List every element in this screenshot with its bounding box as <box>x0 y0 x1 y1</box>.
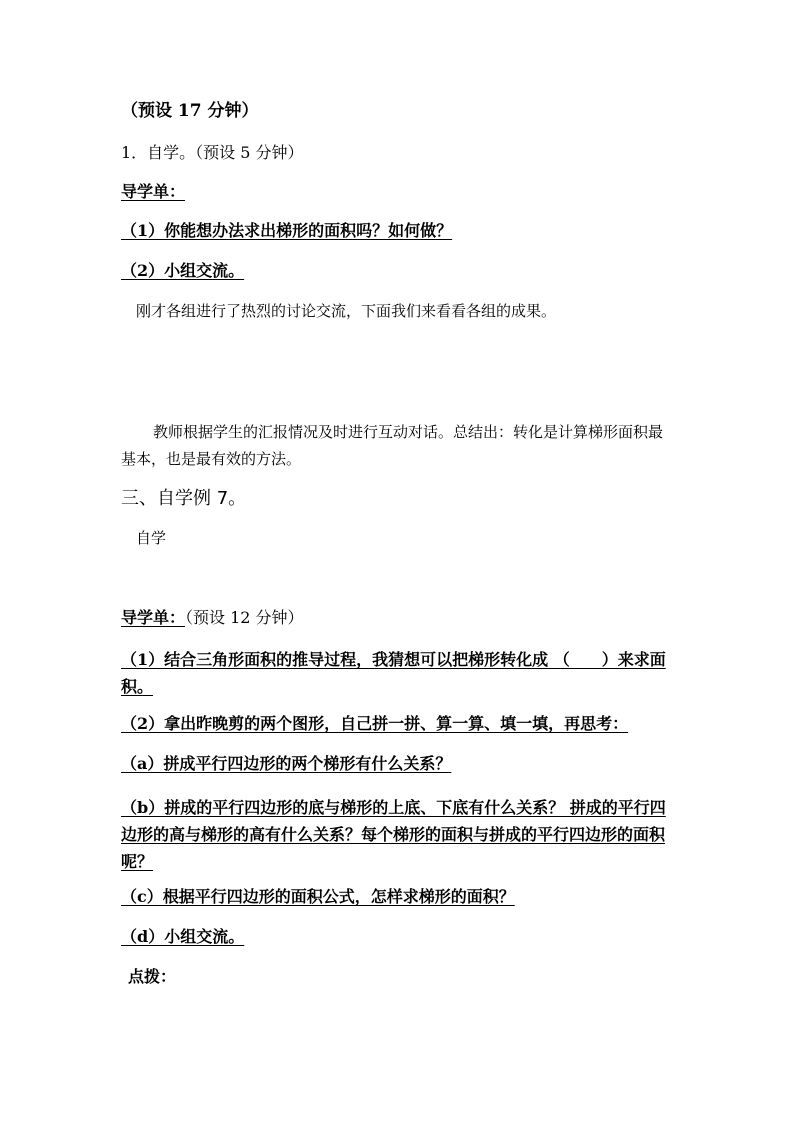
guide-sheet-header-2 <box>121 608 304 628</box>
guide-sheet-preset-time: （预设 12 分钟） <box>185 608 304 627</box>
teacher-summary-paragraph: 教师根据学生的汇报情况及时进行互动对话。总结出：转化是计算梯形面积最基本，也是最有效的方法。 <box>121 423 664 468</box>
practice-question-d: （d）小组交流。 <box>121 927 245 946</box>
practice-question-b: （b）拼成的平行四边形的底与梯形的上底、下底有什么关系？ 拼成的平行四边形的高与梯形的高有什么关系？每个梯形的面积与拼成的平行四边形的面积呢？ <box>121 798 666 871</box>
preset-total-time: （预设 17 分钟） <box>121 101 259 121</box>
guide-question-2: （2）小组交流。 <box>121 261 245 280</box>
practice-question-2: （2）拿出昨晚剪的两个图形，自己拼一拼、算一算、填一填，再思考： <box>121 714 629 733</box>
self-study-label: 自学 <box>136 529 167 547</box>
section-three-heading: 三、自学例 7。 <box>121 488 247 509</box>
practice-question-c: （c）根据平行四边形的面积公式，怎样求梯形的面积？ <box>121 887 515 906</box>
group-results-paragraph: 刚才各组进行了热烈的讨论交流，下面我们来看看各组的成果。 <box>136 302 557 320</box>
practice-question-a: （a）拼成平行四边形的两个梯形有什么关系？ <box>121 754 452 773</box>
guide-question-1: （1）你能想办法求出梯形的面积吗？如何做？ <box>121 221 453 240</box>
practice-question-1: （1）结合三角形面积的推导过程，我猜想可以把梯形转化成 （ ）来求面积。 <box>121 650 666 696</box>
self-study-step-heading: 1．自学。（预设 5 分钟） <box>121 143 304 162</box>
hint-label: 点拨： <box>128 967 177 986</box>
guide-sheet-label-2: 导学单： <box>121 608 186 627</box>
guide-sheet-label: 导学单： <box>121 182 186 201</box>
